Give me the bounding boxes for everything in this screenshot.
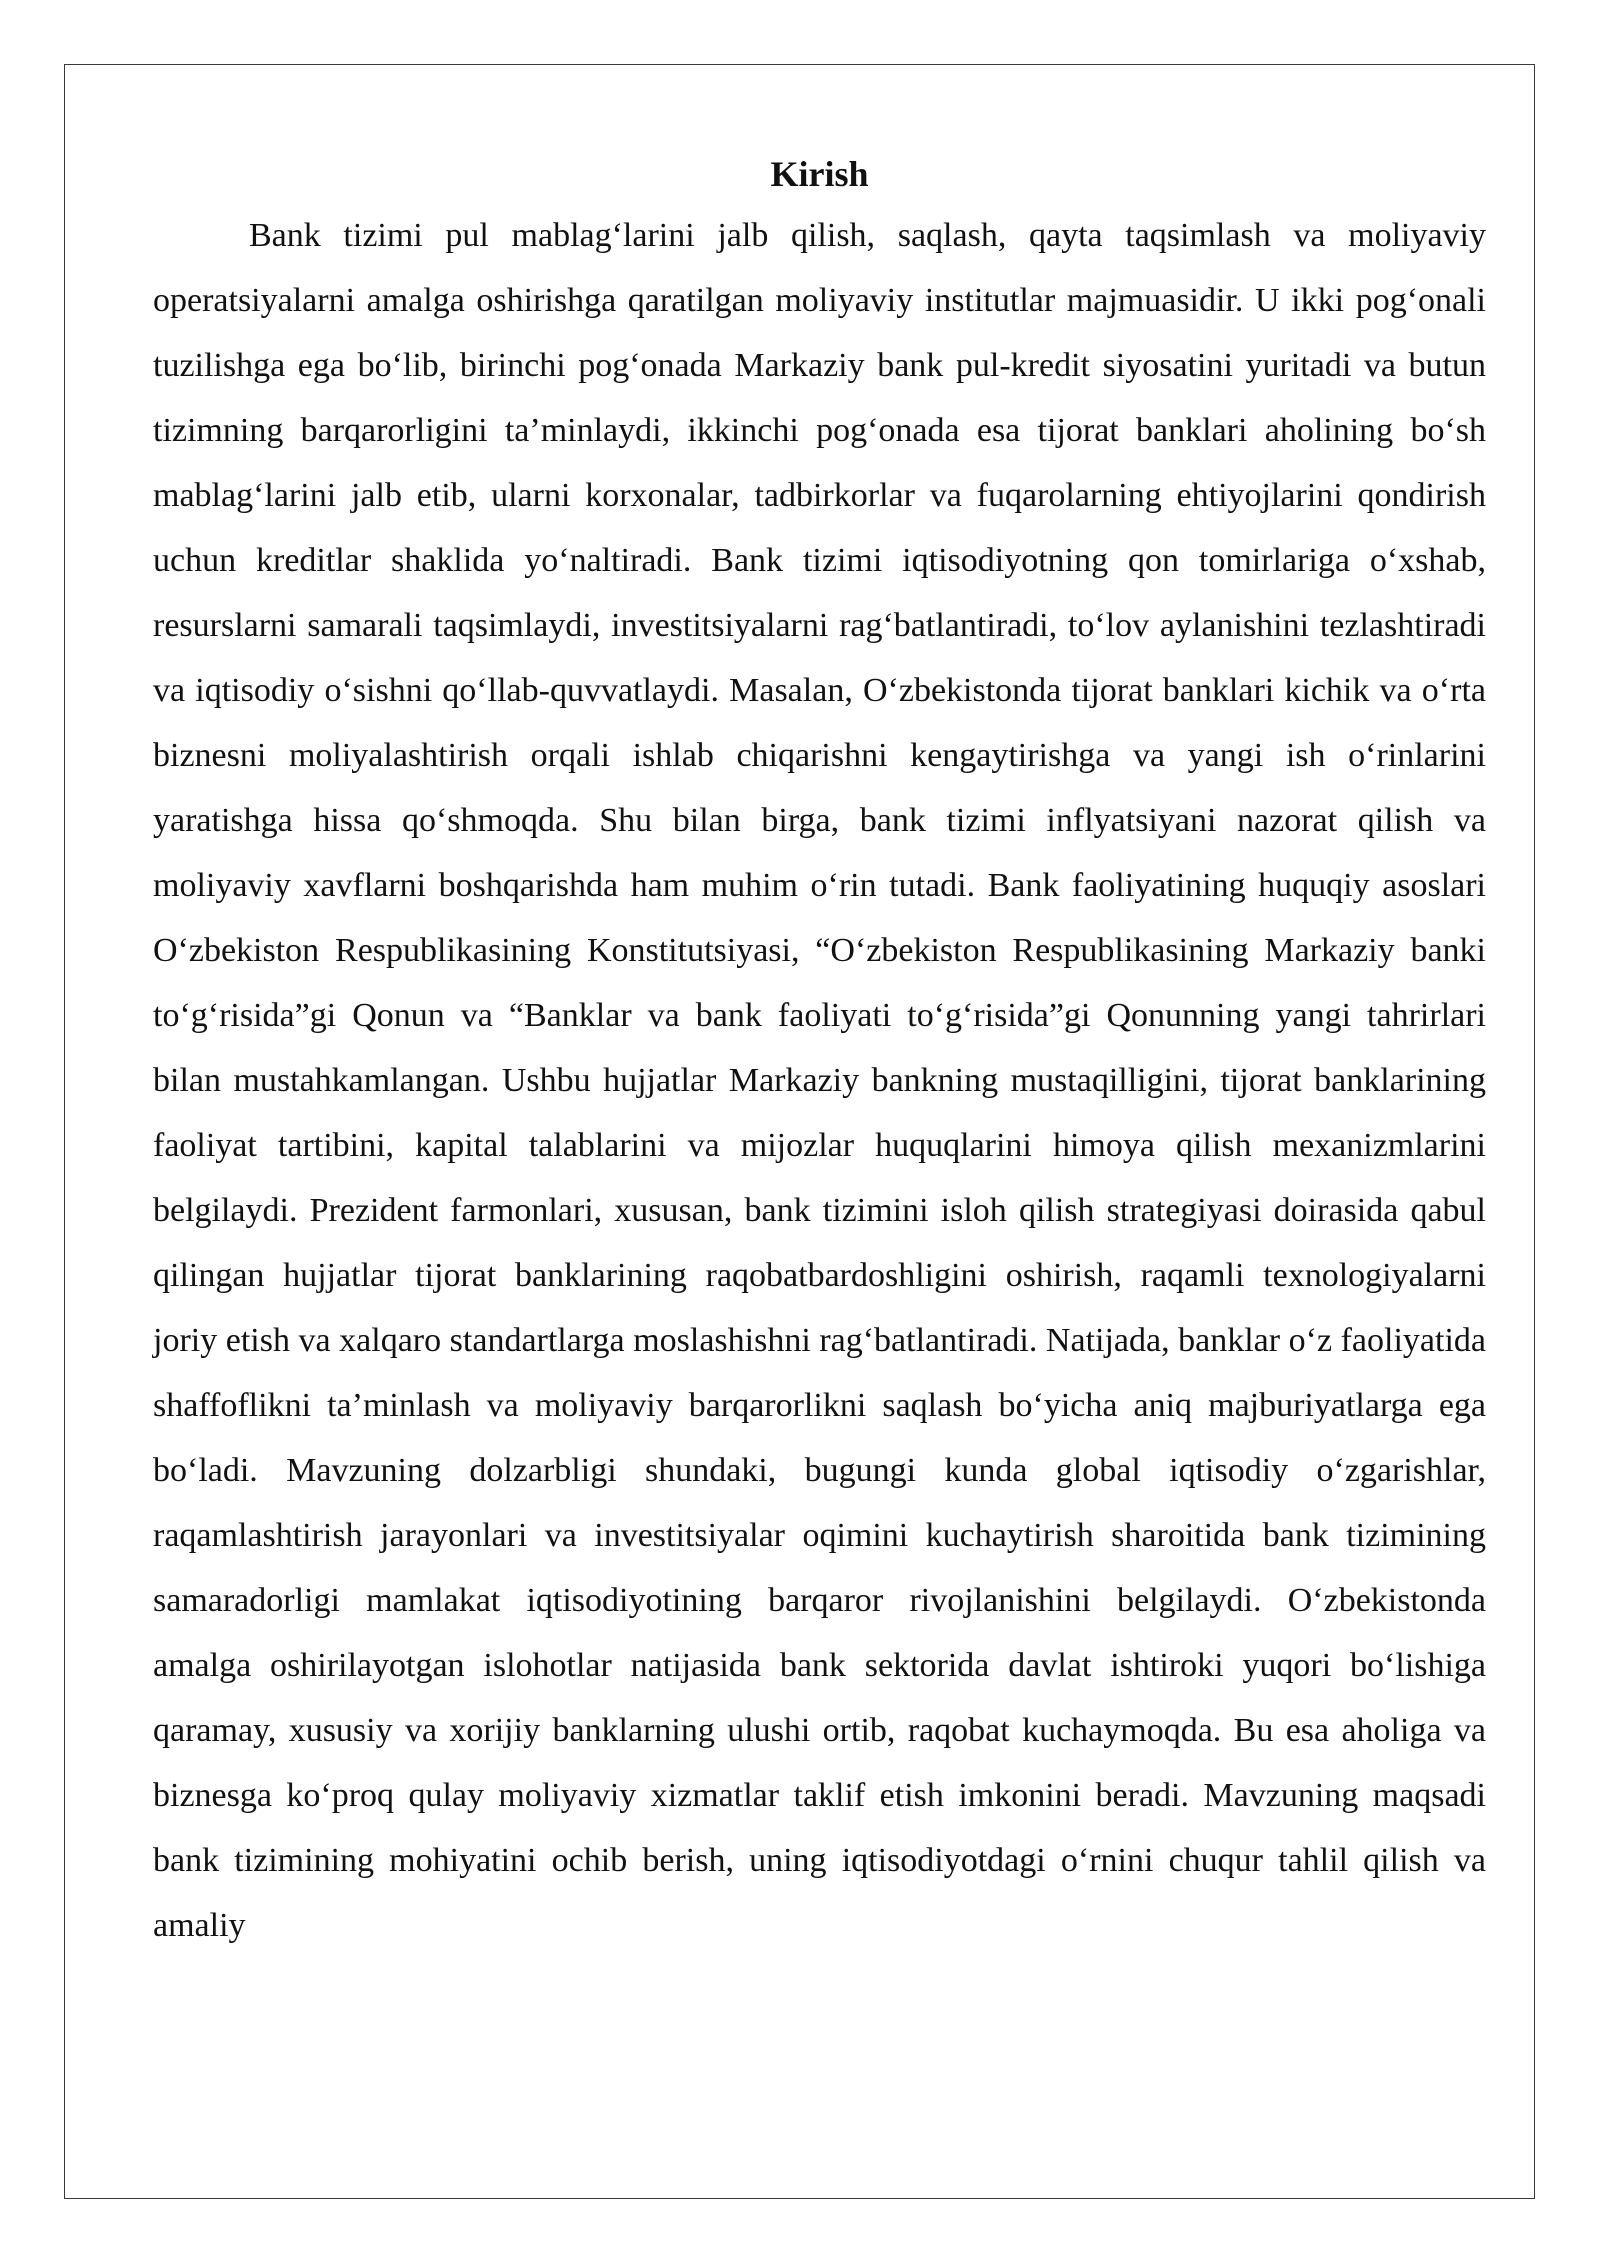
document-content [153, 145, 1486, 1958]
body-paragraph: Bank tizimi pul mablag‘larini jalb qilish, saqlash, qayta taqsimlash va moliyaviy operatsiyalarni amalga oshirishga qaratilgan moliyaviy institutlar majmuasidir. U ikki pog‘onali tuzilishga ega bo‘lib, birinchi pog‘onada Markaziy bank pul-kredit siyosatini yuritadi va butun tizimning barqarorligini ta’minlaydi, ikkinchi pog‘onada esa tijorat banklari aholining bo‘sh mablag‘larini jalb etib, ularni korxonalar, tadbirkorlar va fuqarolarning ehtiyojlarini qondirish uchun kreditlar shaklida yo‘naltiradi. Bank tizimi iqtisodiyotning qon tomirlariga o‘xshab, resurslarni samarali taqsimlaydi, investitsiyalarni rag‘batlantiradi, to‘lov aylanishini tezlashtiradi va iqtisodiy o‘sishni qo‘llab-quvvatlaydi. Masalan, O‘zbekistonda tijorat banklari kichik va o‘rta biznesni moliyalashtirish orqali ishlab chiqarishni kengaytirishga va yangi ish o‘rinlarini yaratishga hissa qo‘shmoqda. Shu bilan birga, bank tizimi inflyatsiyani nazorat qilish va moliyaviy xavflarni boshqarishda ham muhim o‘rin tutadi. Bank faoliyatining huquqiy asoslari O‘zbekiston Respublikasining Konstitutsiyasi, “O‘zbekiston Respublikasining Markaziy banki to‘g‘risida”gi Qonun va “Banklar va bank faoliyati to‘g‘risida”gi Qonunning yangi tahrirlari bilan mustahkamlangan. Ushbu hujjatlar Markaziy bankning mustaqilligini, tijorat banklarining faoliyat tartibini, kapital talablarini va mijozlar huquqlarini himoya qilish mexanizmlarini belgilaydi. Prezident farmonlari, xususan, bank tizimini isloh qilish strategiyasi doirasida qabul qilingan hujjatlar tijorat banklarining raqobatbardoshligini oshirish, raqamli texnologiyalarni joriy etish va xalqaro standartlarga moslashishni rag‘batlantiradi. Natijada, banklar o‘z faoliyatida shaffoflikni ta’minlash va moliyaviy barqarorlikni saqlash bo‘yicha aniq majburiyatlarga ega bo‘ladi. Mavzuning dolzarbligi shundaki, bugungi kunda global iqtisodiy o‘zgarishlar, raqamlashtirish jarayonlari va investitsiyalar oqimini kuchaytirish sharoitida bank tizimining samaradorligi mamlakat iqtisodiyotining barqaror rivojlanishini belgilaydi. O‘zbekistonda amalga oshirilayotgan islohotlar natijasida bank sektorida davlat ishtiroki yuqori bo‘lishiga qaramay, xususiy va xorijiy banklarning ulushi ortib, raqobat kuchaymoqda. Bu esa aholiga va biznesga ko‘proq qulay moliyaviy xizmatlar taklif etish imkonini beradi. Mavzuning maqsadi bank tizimining mohiyatini ochib berish, uning iqtisodiyotdagi o‘rnini chuqur tahlil qilish va amaliy [153, 217, 1486, 1944]
document-title: Kirish [770, 154, 869, 194]
